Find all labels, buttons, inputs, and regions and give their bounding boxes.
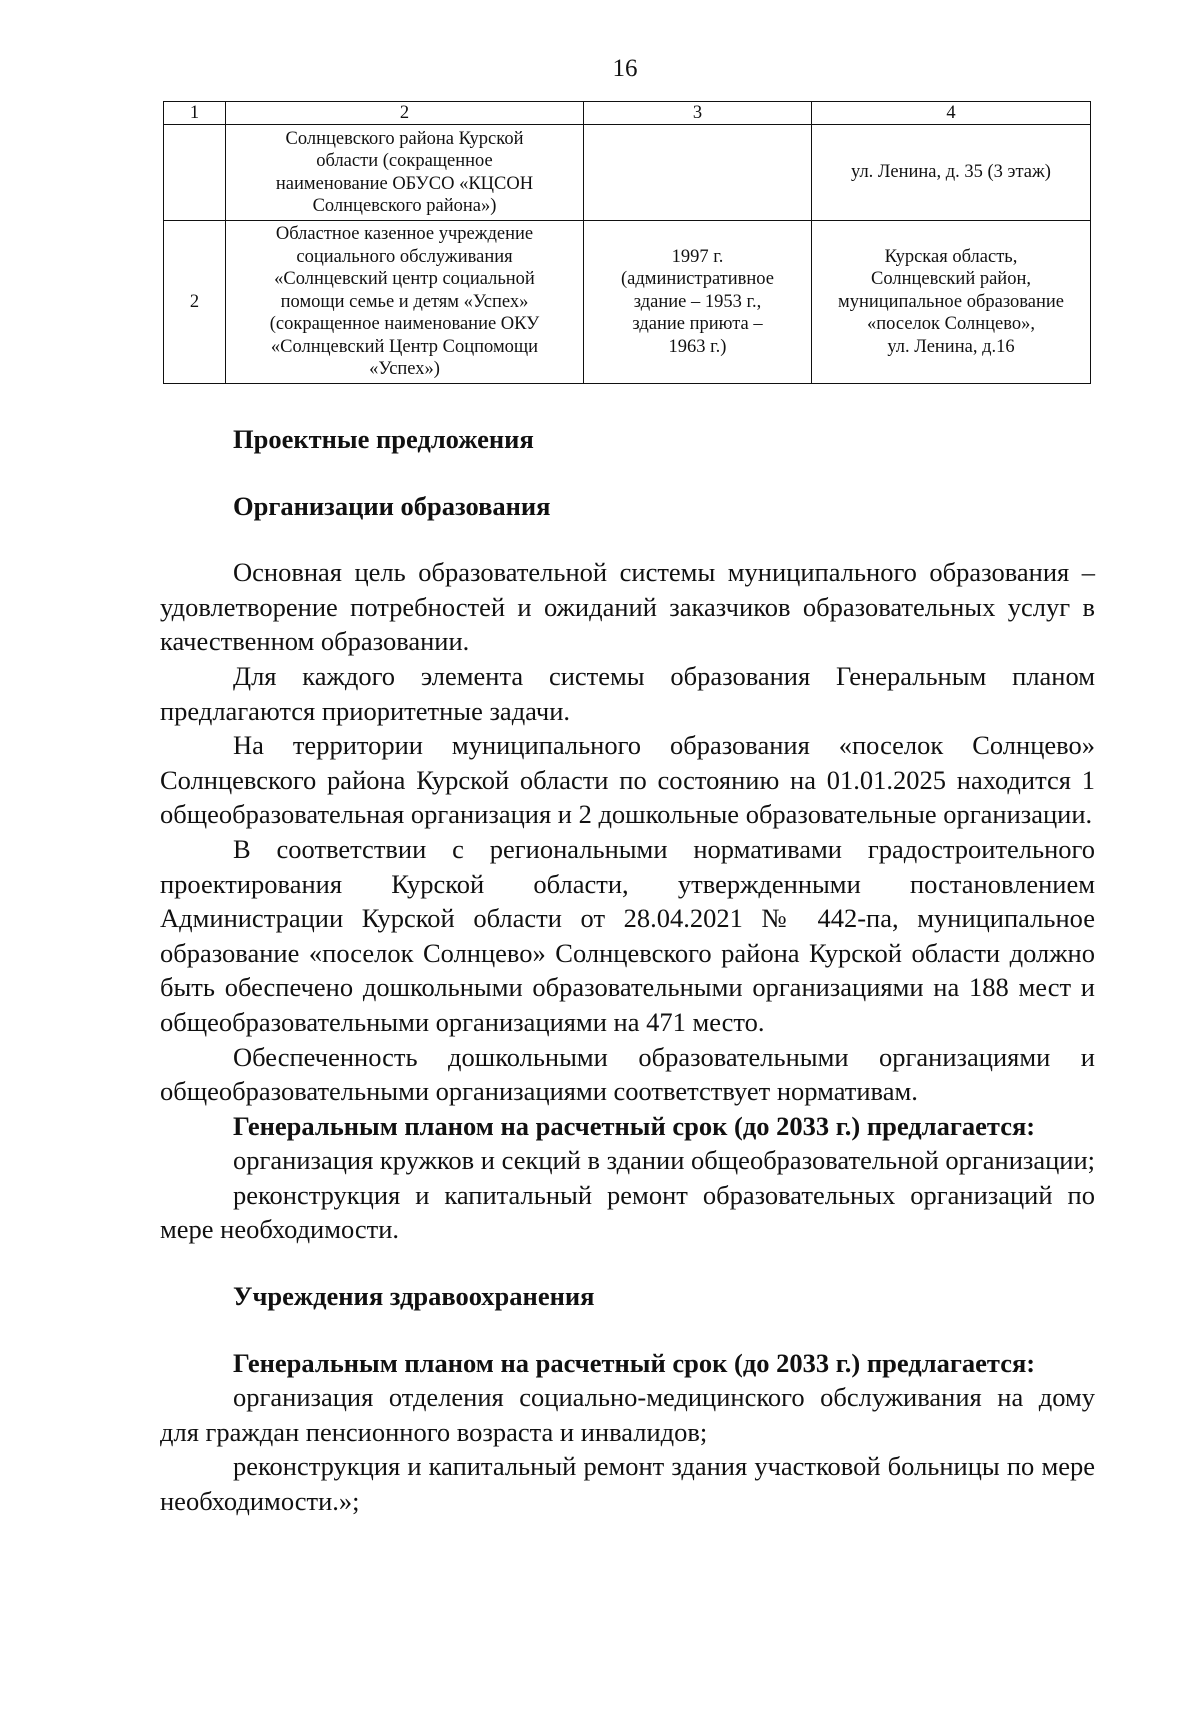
cell-line: социального обслуживания bbox=[296, 246, 513, 267]
cell-line: Солнцевский район, bbox=[871, 269, 1031, 290]
address-cell bbox=[812, 125, 1091, 221]
table-header-cell: 2 bbox=[226, 102, 584, 125]
health-plan-item: организация отделения социально-медицинского обслуживания на дому для граждан пенсионного возраста и инвалидов; bbox=[160, 1382, 1095, 1447]
education-plan-lead: Генеральным планом на расчетный срок (до 2033 г.) предлагается: bbox=[233, 1110, 1036, 1141]
cell-line: «Солнцевский Центр Соцпомощи bbox=[270, 336, 539, 357]
table-header-cell: 3 bbox=[584, 102, 812, 125]
cell-line: (сокращенное наименование ОКУ bbox=[269, 314, 540, 335]
education-plan-item: реконструкция и капитальный ремонт образовательных организаций по мере необходимости. bbox=[160, 1179, 1095, 1245]
cell-line: Областное казенное учреждение bbox=[275, 224, 534, 245]
cell-line: наименование ОБУСО «КЦСОН bbox=[275, 173, 534, 194]
table-header-row bbox=[164, 102, 1091, 125]
education-paragraph: Для каждого элемента системы образования Генеральным планом предлагаются приоритетные задачи. bbox=[160, 660, 1095, 726]
document-body bbox=[160, 422, 1095, 1519]
facilities-table bbox=[163, 101, 1091, 384]
institution-name-cell bbox=[226, 221, 584, 384]
cell-line: здание приюта – bbox=[632, 314, 763, 335]
table-row bbox=[164, 221, 1091, 384]
cell-line: Солнцевского района Курской bbox=[285, 128, 524, 149]
heading-education-organizations: Организации образования bbox=[233, 490, 551, 521]
table-header-cell: 1 bbox=[164, 102, 226, 125]
health-plan-item: реконструкция и капитальный ремонт здания участковой больницы по мере необходимости.»; bbox=[160, 1451, 1095, 1517]
cell-line: 1997 г. bbox=[671, 246, 724, 267]
cell-line: ул. Ленина, д. 35 (3 этаж) bbox=[851, 162, 1051, 183]
heading-health-institutions: Учреждения здравоохранения bbox=[233, 1281, 595, 1312]
cell-line: области (сокращенное bbox=[316, 151, 493, 171]
education-paragraph: Обеспеченность дошкольными образовательными организациями и общеобразовательными организациями соответствует нормативам. bbox=[160, 1041, 1095, 1107]
education-plan-item: организация кружков и секций в здании общеобразовательной организации; bbox=[233, 1145, 1096, 1176]
education-paragraph: В соответствии с региональными нормативами градостроительного проектирования Курской области, утвержденными постановлением Администрации Курской области от 28.04.2021 № 442-па, муниципальное образование «поселок Солнцево» Солнцевского района Курской области должно быть обеспечено дошкольными образовательными организациями на 188 мест и общеобразовательными организациями на 471 место. bbox=[160, 833, 1095, 1037]
cell-line: 1963 г.) bbox=[668, 336, 727, 357]
table-row bbox=[164, 125, 1091, 221]
cell-line: «Успех») bbox=[369, 359, 440, 380]
year-cell bbox=[584, 125, 812, 221]
page-number: 16 bbox=[612, 55, 638, 82]
cell-line: «Солнцевский центр социальной bbox=[274, 269, 535, 290]
row-number-cell: 2 bbox=[164, 221, 226, 384]
cell-line: «поселок Солнцево», bbox=[867, 314, 1035, 335]
education-paragraph: На территории муниципального образования «поселок Солнцево» Солнцевского района Курской области по состоянию на 01.01.2025 находится 1 общеобразовательная организация и 2 дошкольные образовательные организации. bbox=[160, 730, 1095, 830]
row-number-cell bbox=[164, 125, 226, 221]
institution-name-cell bbox=[226, 125, 584, 221]
cell-line: здание – 1953 г., bbox=[633, 291, 762, 312]
cell-line: Солнцевского района») bbox=[312, 196, 497, 216]
heading-project-proposals: Проектные предложения bbox=[233, 424, 534, 454]
cell-line: (административное bbox=[620, 269, 774, 290]
cell-line: Курская область, bbox=[884, 246, 1018, 267]
cell-line: ул. Ленина, д.16 bbox=[887, 336, 1015, 357]
address-cell bbox=[812, 221, 1091, 384]
table-header-cell: 4 bbox=[812, 102, 1091, 125]
cell-line: муниципальное образование bbox=[837, 291, 1064, 312]
health-plan-lead: Генеральным планом на расчетный срок (до 2033 г.) предлагается: bbox=[233, 1347, 1036, 1378]
cell-line: помощи семье и детям «Успех» bbox=[280, 291, 529, 312]
education-paragraph: Основная цель образовательной системы муниципального образования – удовлетворение потребностей и ожиданий заказчиков образовательных услуг в качественном образовании. bbox=[160, 557, 1095, 657]
year-cell bbox=[584, 221, 812, 384]
